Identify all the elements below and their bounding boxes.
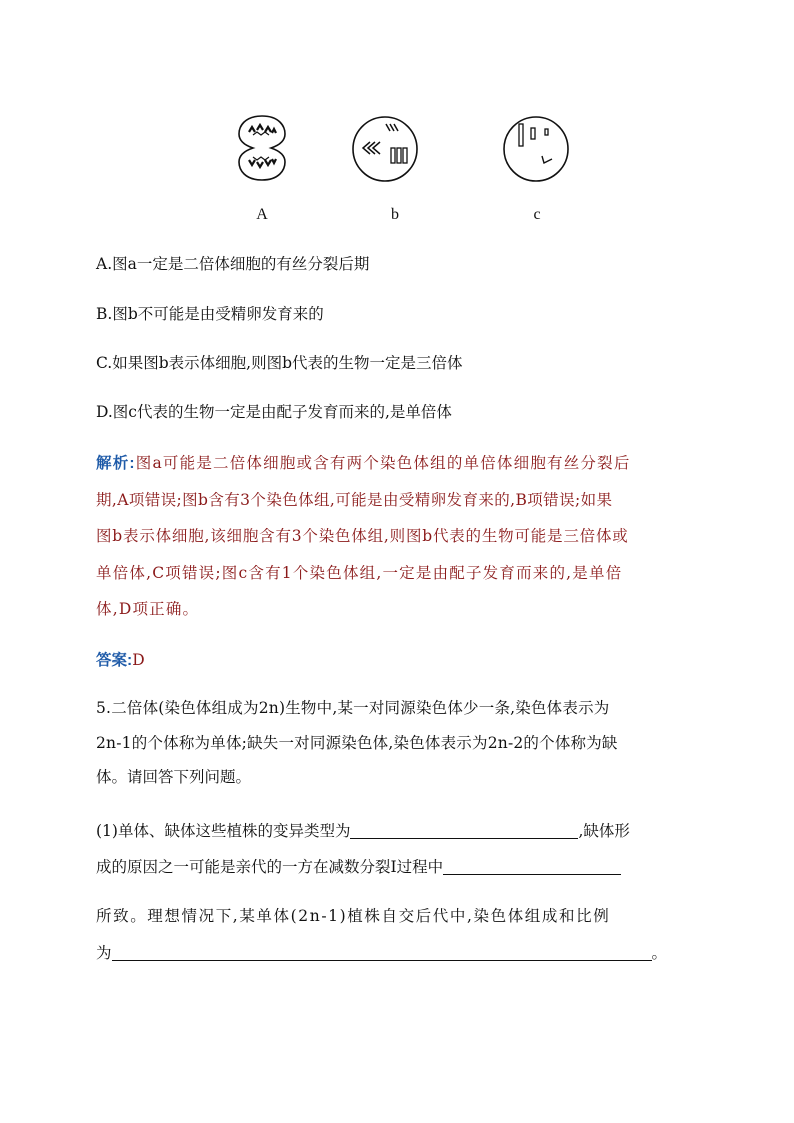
cell-figure [225, 112, 585, 232]
q5-part1-line-4: 为 。 [96, 944, 668, 962]
cell-b-diagram [350, 112, 420, 184]
option-c: C.如果图b表示体细胞,则图b代表的生物一定是三倍体 [96, 354, 463, 372]
q5-part1-line-1: (1)单体、缺体这些植株的变异类型为 ,缺体形 [96, 822, 630, 840]
q5-part1-line-3: 所致。理想情况下,某单体(2n-1)植株自交后代中,染色体组成和比例 [96, 907, 611, 925]
answer-blank-2[interactable] [443, 858, 621, 875]
analysis-line-5: 体,D项正确。 [96, 600, 200, 618]
analysis-line-2: 期,A项错误;图b含有3个染色体组,可能是由受精卵发育来的,B项错误;如果 [96, 491, 613, 509]
answer-blank-3[interactable] [112, 944, 652, 961]
answer-value: D [132, 651, 145, 669]
q5-line-1: 5.二倍体(染色体组成为2n)生物中,某一对同源染色体少一条,染色体表示为 [96, 699, 610, 717]
answer-blank-1[interactable] [350, 822, 578, 839]
analysis-line-1: 解析:图a可能是二倍体细胞或含有两个染色体组的单倍体细胞有丝分裂后 [96, 454, 631, 472]
analysis-line-4: 单倍体,C项错误;图c含有1个染色体组,一定是由配子发育而来的,是单倍 [96, 564, 623, 582]
answer-line: 答案:D [96, 651, 145, 669]
answer-label: 答案 [96, 652, 128, 669]
cell-b-label: b [391, 206, 399, 223]
q5-line-2: 2n-1的个体称为单体;缺失一对同源染色体,染色体表示为2n-2的个体称为缺 [96, 734, 618, 752]
cell-a-label: A [256, 206, 268, 223]
option-d: D.图c代表的生物一定是由配子发育而来的,是单倍体 [96, 403, 452, 421]
q5-part1-line-2: 成的原因之一可能是亲代的一方在减数分裂Ⅰ过程中 [96, 857, 621, 877]
analysis-line-3: 图b表示体细胞,该细胞含有3个染色体组,则图b代表的生物可能是三倍体或 [96, 527, 629, 545]
option-b: B.图b不可能是由受精卵发育来的 [96, 305, 324, 323]
cell-a-diagram [233, 112, 291, 184]
cell-c-diagram [501, 112, 571, 184]
option-a: A.图a一定是二倍体细胞的有丝分裂后期 [96, 255, 370, 273]
q5-line-3: 体。请回答下列问题。 [96, 768, 252, 786]
analysis-label: 解析 [96, 455, 130, 472]
cell-c-label: c [533, 206, 541, 223]
